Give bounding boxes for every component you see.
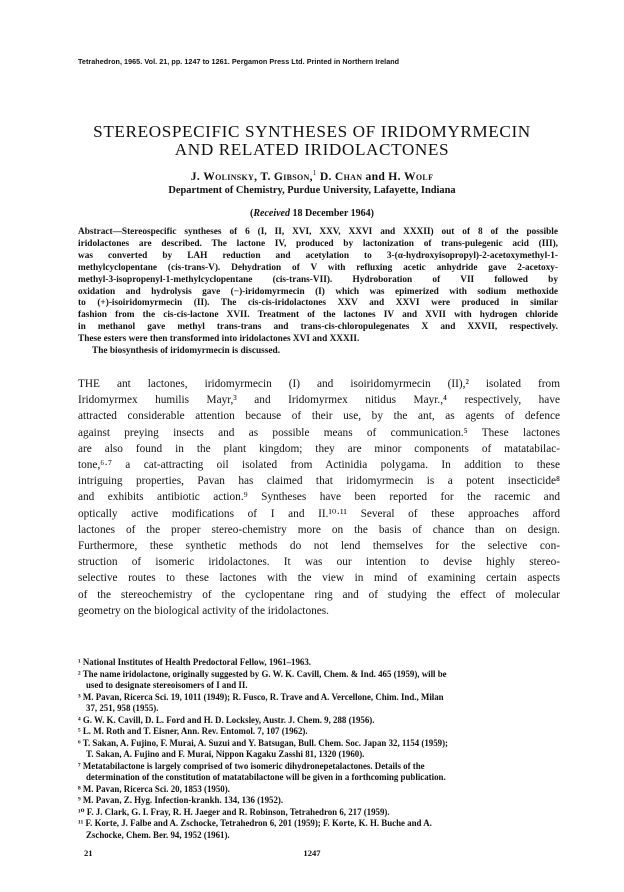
footnote: ¹¹ F. Korte, J. Falbe and A. Zschocke, Tetrahedron 6, 201 (1959); F. Korte, K. H. Buche and A. xyxy=(78,818,432,828)
title-line-2: AND RELATED IRIDOLACTONES xyxy=(174,140,450,159)
footnotes xyxy=(78,657,560,841)
author-2-footnote-mark: 1 xyxy=(312,169,317,177)
abstract xyxy=(78,227,558,358)
footnote-continuation: 37, 251, 958 (1955). xyxy=(86,703,159,713)
body-line: Furthermore, these synthetic methods do not lend themselves for the selective con- xyxy=(78,540,560,553)
body-line: selective routes to these lactones with the view in mind of examining certain aspects xyxy=(78,572,560,585)
author-4-initial: H. xyxy=(388,169,401,183)
footnote: ¹ National Institutes of Health Predoctoral Fellow, 1961–1963. xyxy=(78,657,311,667)
abstract-line: fashion from the cis-cis-lactone XVII. Treatment of the lactones IV and XVII with hydrogen chloride xyxy=(78,310,558,321)
footnote-continuation: used to designate stereoisomers of I and II. xyxy=(86,680,248,690)
footnote-continuation: T. Sakan, A. Fujino and F. Murai, Nippon Kagaku Zasshi 81, 1320 (1960). xyxy=(86,749,365,759)
received-open: ( xyxy=(250,208,254,219)
received-value: 18 December 1964) xyxy=(290,208,374,219)
body-line: geometry on the biological activity of the iridolactones. xyxy=(78,604,329,617)
footnote: ¹⁰ F. J. Clark, G. I. Fray, R. H. Jaeger and R. Robinson, Tetrahedron 6, 217 (1959). xyxy=(78,806,390,817)
signature-mark: 21 xyxy=(84,848,93,858)
body-line: intriguing properties, Pavan has claimed that iridomyrmecin is a potent insecticide⁸ xyxy=(78,475,560,488)
abstract-line: in methanol gave methyl trans-trans and trans-cis-chloropulegenates X and XXVII, respectively. xyxy=(78,322,558,333)
affiliation: Department of Chemistry, Purdue University, Lafayette, Indiana xyxy=(168,185,456,196)
body-line: THE ant lactones, iridomyrmecin (I) and isoiridomyrmecin (II),² isolated from xyxy=(78,378,560,390)
author-4-name: Wolf xyxy=(404,169,434,183)
abstract-line: Abstract—Stereospecific syntheses of 6 (I, II, XVI, XXV, XXVI and XXXII) out of 8 of the possible xyxy=(78,227,558,237)
body-text xyxy=(78,376,560,619)
abstract-line: oxidation and hydrolysis gave (−)-iridomyrmecin (I) which was epimerized with sodium methoxide xyxy=(78,286,558,297)
footnote-continuation: Zschocke, Chem. Ber. 94, 1952 (1961). xyxy=(86,829,230,840)
footnote: ⁸ M. Pavan, Ricerca Sci. 20, 1853 (1950). xyxy=(78,783,230,794)
author-list xyxy=(0,169,624,183)
footnote: ² The name iridolactone, originally suggested by G. W. K. Cavill, Chem. & Ind. 465 (1959), will be xyxy=(78,668,447,679)
authors-and: and xyxy=(365,169,386,183)
abstract-line: to (+)-isoiridomyrmecin (II). The cis-cis-iridolactones XXV and XXVI were produced in similar xyxy=(78,298,558,309)
author-2-name: Gibson, xyxy=(273,169,313,183)
author-1-initial: J. xyxy=(190,169,201,183)
footnote: ⁴ G. W. K. Cavill, D. L. Ford and H. D. Locksley, Austr. J. Chem. 9, 288 (1956). xyxy=(78,714,375,725)
author-3-name: Chan xyxy=(334,169,363,183)
body-line: against preying insects and as possible means of communication.⁵ These lactones xyxy=(78,426,560,439)
body-line: tone,⁶·⁷ a cat-attracting oil isolated from Actinidia polygama. In addition to these xyxy=(78,459,560,472)
abstract-line: iridolactones are described. The lactone IV, produced by lactonization of trans-pulegenic acid (III), xyxy=(78,238,558,249)
footnote: ³ M. Pavan, Ricerca Sci. 19, 1011 (1949); R. Fusco, R. Trave and A. Vercellone, Chim. Ind., Milan xyxy=(78,691,444,702)
footnote: ⁹ M. Pavan, Z. Hyg. Infection-krankh. 134, 136 (1952). xyxy=(78,795,284,805)
body-line: attracted considerable attention because of their use, by the ant, as agents of defence xyxy=(78,410,560,423)
body-line: lactones of the proper stereo-chemistry more on the basis of chance than on design. xyxy=(78,523,560,536)
footnote: ⁷ Metatabilactone is largely comprised of two isomeric dihydronepetalactones. Details of the xyxy=(78,760,425,771)
page-number: 1247 xyxy=(303,848,321,858)
abstract-line: methylcyclopentane (cis-trans-V). Dehydration of V with refluxing acetic anhydride gave 2-acetoxy- xyxy=(78,262,558,273)
body-line: and exhibits antibiotic action.⁹ Syntheses have been reported for the racemic and xyxy=(78,491,560,504)
body-line: optically active modifications of I and II.¹⁰·¹¹ Several of these approaches afford xyxy=(78,507,560,520)
body-line: struction of isomeric iridolactones. It was our intention to devise highly stereo- xyxy=(78,556,560,569)
body-line: Iridomyrmex humilis Mayr,³ and Iridomyrmex nitidus Mayr.,⁴ respectively, have xyxy=(78,394,560,407)
abstract-line: These esters were then transformed into iridolactones XVI and XXXII. xyxy=(78,334,360,345)
author-1-name: Wolinsky, xyxy=(203,169,258,183)
received-date xyxy=(0,208,624,219)
title-line-1: STEREOSPECIFIC SYNTHESES OF IRIDOMYRMECIN xyxy=(93,122,531,141)
footnote: ⁵ L. M. Roth and T. Eisner, Ann. Rev. Entomol. 7, 107 (1962). xyxy=(78,726,308,736)
abstract-line: The biosynthesis of iridomyrmecin is discussed. xyxy=(92,346,281,357)
received-label: Received xyxy=(253,208,290,219)
author-2-initial: T. xyxy=(260,169,271,183)
abstract-line: methyl-3-isopropenyl-1-methylcyclopentane (cis-trans-VII). Hydroboration of VII followed by xyxy=(78,274,558,285)
footnote: ⁶ T. Sakan, A. Fujino, F. Murai, A. Suzui and Y. Batsugan, Bull. Chem. Soc. Japan 32, 1154 (1959); xyxy=(78,737,448,748)
footnote-continuation: determination of the constitution of matatabilactone will be given in a forthcoming publication. xyxy=(86,772,446,782)
body-line: are also found in the plant kingdom; they are minor components of matatabilac- xyxy=(78,442,560,455)
body-line: of the stereochemistry of the cyclopentane ring and of studying the effect of molecular xyxy=(78,588,560,601)
abstract-line: was converted by LAH reduction and acetylation to 3-(α-hydroxyisopropyl)-2-acetoxymethyl-1- xyxy=(78,250,558,261)
journal-header: Tetrahedron, 1965. Vol. 21, pp. 1247 to 1261. Pergamon Press Ltd. Printed in Northern Ireland xyxy=(78,57,400,66)
author-3-initial: D. xyxy=(319,169,332,183)
